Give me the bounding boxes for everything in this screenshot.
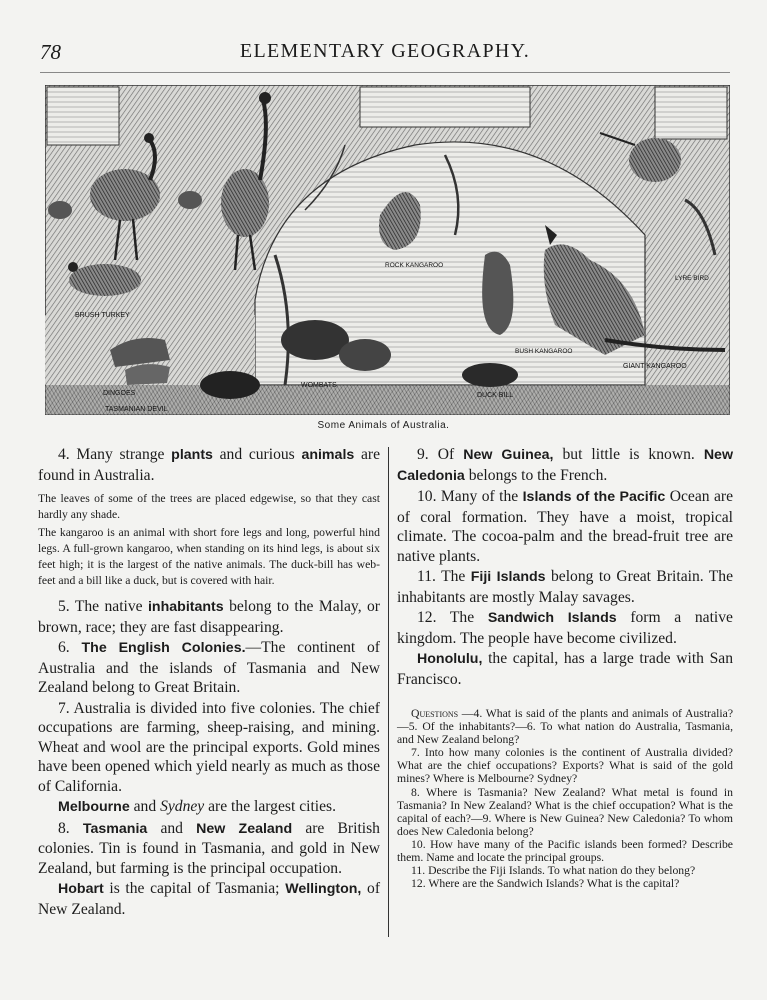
- tasmanian-devil: [200, 371, 260, 399]
- label-wombats: WOMBATS: [301, 382, 337, 389]
- paragraph-4: 4. Many strange plants and curious animals are found in Australia.: [38, 446, 381, 484]
- engraving-illustration: [45, 85, 730, 415]
- note-leaves: The leaves of some of the trees are placed edgewise, so that they cast hardly any shade.: [38, 492, 380, 521]
- paragraph-12-honolulu: Honolulu, the capital, has a large trade with San Francisco.: [397, 650, 733, 688]
- paragraph-7: 7. Australia is divided into five colonies. The chief occupations are farming, sheep-raising, and mining. Wheat and wool are the principal exports. Gold mines have been opened which yield nearly as much as those of California.: [38, 699, 380, 795]
- page-header: [40, 40, 730, 70]
- paragraph-10: 10. Many of the Islands of the Pacific Ocean are of coral formation. They have a moist, tropical climate. The cocoa-palm and the bread-fruit tree are native plants.: [397, 488, 733, 565]
- paragraph-6: 6. The English Colonies.—The continent of Australia and the islands of Tasmania and New Zealand belong to Great Britain.: [38, 639, 380, 696]
- label-dingoes: DINGOES: [103, 390, 136, 397]
- illustration-caption: Some Animals of Australia.: [317, 420, 450, 431]
- paragraph-8-capitals: Hobart is the capital of Tasmania; Wellington, of New Zealand.: [38, 880, 381, 918]
- australian-animals-engraving: [45, 85, 730, 415]
- column-divider: [388, 447, 389, 937]
- corner-vignette-left: [47, 87, 119, 145]
- corner-vignette-right: [655, 87, 727, 139]
- paragraph-12: 12. The Sandwich Islands form a native kingdom. The people have become civilized.: [397, 609, 733, 647]
- label-giant-kangaroo: GIANT KANGAROO: [623, 363, 687, 370]
- question-block-3: 8. Where is Tasmania? New Zealand? What metal is found in Tasmania? In New Zealand? What is the chief occupation? What is the capital of each?—9. Where is New Guinea? New Caledonia? To whom does New Caledonia belong?: [397, 785, 733, 838]
- paragraph-11: 11. The Fiji Islands belong to Great Britain. The inhabitants are mostly Malay savages.: [397, 568, 734, 606]
- paragraph-8: 8. Tasmania and New Zealand are British colonies. Tin is found in Tasmania, and gold in New Zealand, but farming is the principal occupation.: [38, 819, 380, 877]
- question-block-2: 7. Into how many colonies is the continent of Australia divided? What are the chief occupations? Exports? What is said of the gold mines? Where is Melbourne? Sydney?: [397, 746, 733, 786]
- label-duck-bill: DUCK BILL: [477, 392, 514, 399]
- paragraph-7-cities: Melbourne and Sydney are the largest cities.: [58, 798, 336, 815]
- left-column: [38, 445, 380, 919]
- label-lyre-bird: LYRE BIRD: [675, 275, 709, 282]
- page-number: 78: [40, 40, 61, 64]
- duck-bill: [462, 363, 518, 387]
- label-bush-kangaroo: BUSH KANGAROO: [515, 348, 573, 355]
- header-rule: [40, 72, 730, 73]
- top-vignette: [360, 87, 530, 127]
- running-title: ELEMENTARY GEOGRAPHY.: [239, 40, 531, 62]
- review-questions: [397, 707, 733, 890]
- right-column: [397, 445, 733, 890]
- questions-label: Questions: [411, 707, 459, 720]
- label-tasmanian-devil: TASMANIAN DEVIL: [105, 406, 168, 413]
- question-block-6: 12. Where are the Sandwich Islands? What is the capital?: [411, 877, 680, 891]
- question-block-1: Questions —4. What is said of the plants and animals of Australia?—5. Of the inhabitants?—6. To what nation do Australia, Tasmania, and New Zealand belong?: [397, 707, 734, 747]
- note-kangaroo: The kangaroo is an animal with short fore legs and long, powerful hind legs. A full-grown kangaroo, when standing on its hind legs, is about six feet high; it is the largest of the native animals. The duck-bill has web-feet and a bill like a duck, but is covered with hair.: [38, 526, 380, 587]
- paragraph-5: 5. The native inhabitants belong to the Malay, or brown, race; they are fast disappearing.: [38, 598, 380, 636]
- question-block-4: 10. How have many of the Pacific islands been formed? Describe them. Name and locate the principal groups.: [397, 837, 733, 865]
- paragraph-9: 9. Of New Guinea, but little is known. New Caledonia belongs to the French.: [397, 446, 733, 484]
- label-brush-turkey: BRUSH TURKEY: [75, 312, 130, 319]
- question-block-5: 11. Describe the Fiji Islands. To what nation do they belong?: [411, 864, 696, 878]
- label-rock-kangaroo: ROCK KANGAROO: [385, 262, 444, 269]
